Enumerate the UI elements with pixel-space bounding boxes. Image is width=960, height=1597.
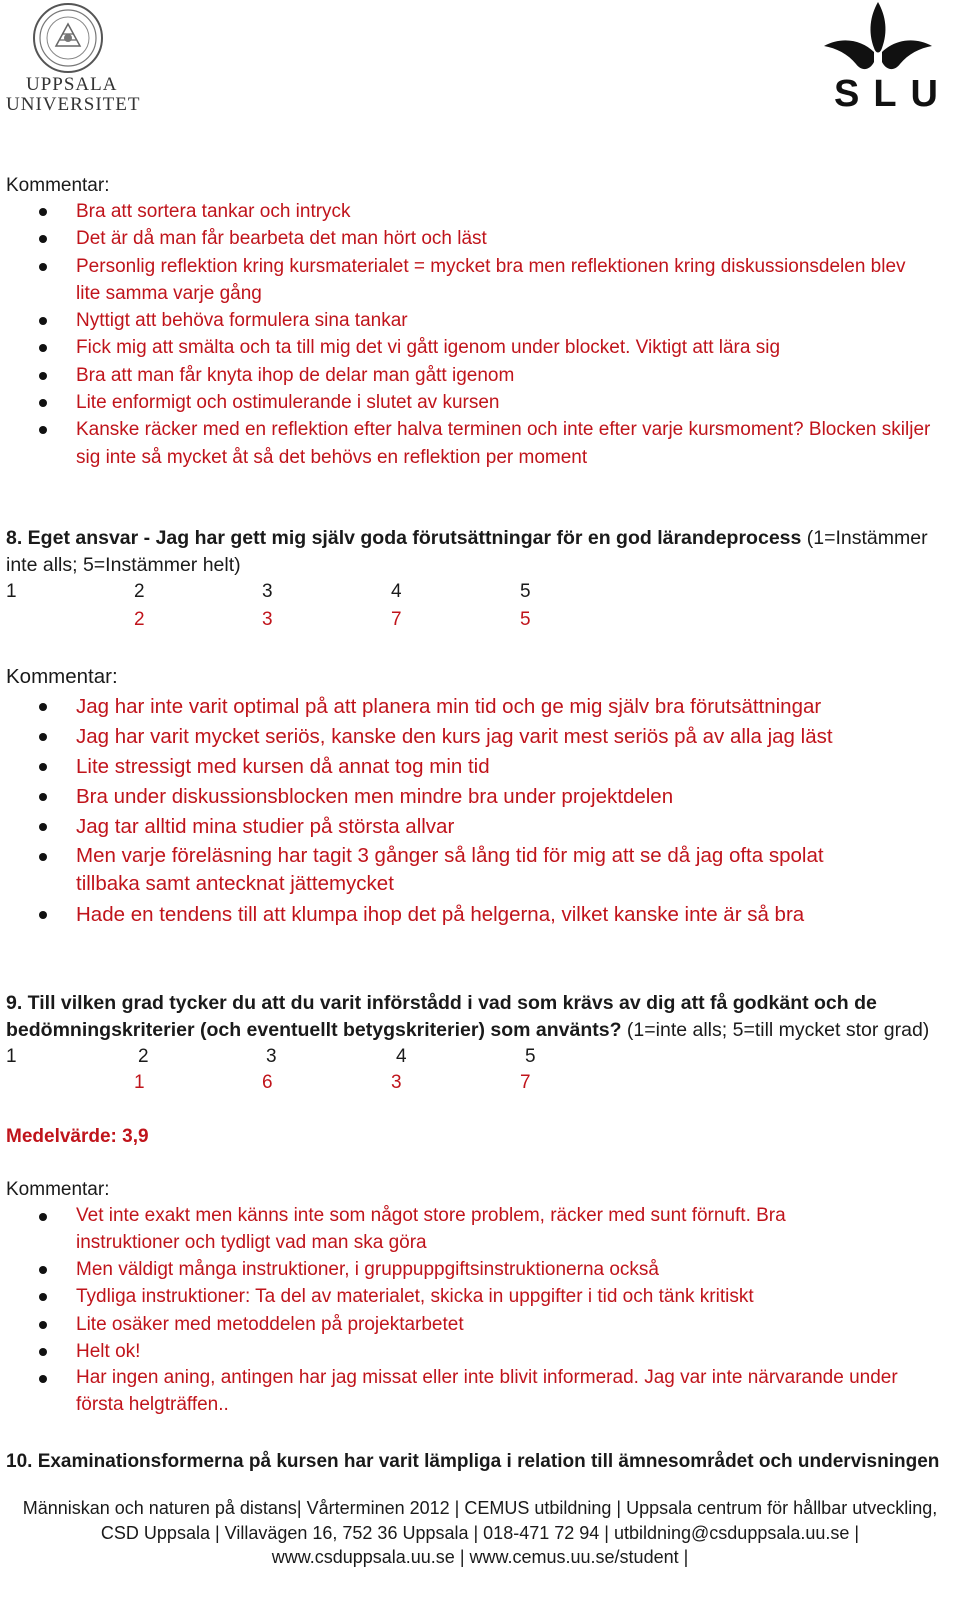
- bullet-icon: [39, 911, 47, 919]
- bullet-icon: [39, 1375, 47, 1383]
- footer-line-2: CSD Uppsala | Villavägen 16, 752 36 Uppsala | 018-471 72 94 | utbildning@csduppsala.uu.se |: [100, 1522, 860, 1543]
- list-item: Det är då man får bearbeta det man hört och läst: [0, 225, 960, 252]
- list-item: Bra under diskussionsblocken men mindre bra under projektdelen: [0, 782, 960, 812]
- bullet-icon: [39, 317, 47, 325]
- scale-label: 2: [138, 1046, 149, 1067]
- uu-wordmark-line1: UPPSALA: [26, 74, 118, 95]
- slu-leaf-icon: [822, 0, 934, 78]
- count-value: 2: [134, 609, 145, 630]
- footer-line-3: www.csduppsala.uu.se | www.cemus.uu.se/student |: [271, 1547, 689, 1567]
- bullet-icon: [39, 372, 47, 380]
- bullet-icon: [39, 1293, 47, 1301]
- list-item: Men varje föreläsning har tagit 3 gånger så lång tid för mig att se då jag ofta spolat tillbaka samt antecknat jättemycket: [0, 842, 876, 900]
- slu-wordmark: SLU: [834, 73, 952, 115]
- uu-wordmark-line2: UNIVERSITET: [6, 94, 141, 115]
- list-item: Har ingen aning, antingen har jag missat eller inte blivit informerad. Jag var inte närvarande under första helgträffen..: [0, 1365, 946, 1418]
- bullet-icon: [39, 235, 47, 243]
- list-item: Men väldigt många instruktioner, i gruppuppgiftsinstruktionerna också: [0, 1256, 960, 1283]
- list-item: Personlig reflektion kring kursmaterialet = mycket bra men reflektionen kring diskussionsdelen blev lite samma varje gång: [0, 253, 921, 308]
- list-item: Jag tar alltid mina studier på största allvar: [0, 812, 960, 842]
- bullet-icon: [39, 793, 47, 801]
- q8-title: [6, 525, 946, 579]
- scale-label: 5: [520, 581, 531, 602]
- list-item: Lite osäker med metoddelen på projektarbetet: [0, 1311, 960, 1338]
- bullet-icon: [39, 208, 47, 216]
- list-item: Lite stressigt med kursen då annat tog min tid: [0, 752, 960, 782]
- scale-label: 3: [262, 581, 273, 602]
- page-footer: [0, 1496, 960, 1570]
- list-item: Nyttigt att behöva formulera sina tankar: [0, 307, 960, 334]
- bullet-icon: [39, 263, 47, 271]
- list-item: Vet inte exakt men känns inte som något store problem, räcker med sunt förnuft. Bra instruktioner och tydligt vad man ska göra: [0, 1203, 846, 1256]
- bullet-icon: [39, 1266, 47, 1274]
- uppsala-seal-icon: [32, 2, 104, 74]
- bullet-icon: [39, 426, 47, 434]
- list-item: Fick mig att smälta och ta till mig det vi gått igenom under blocket. Viktigt att lära sig: [0, 334, 960, 361]
- q9-comment-label: Kommentar:: [6, 1179, 110, 1200]
- scale-label: 5: [525, 1046, 536, 1067]
- list-item: Jag har varit mycket seriös, kanske den kurs jag varit mest seriös på av alla jag läst: [0, 722, 960, 752]
- count-value: 3: [262, 609, 273, 630]
- scale-label: 1: [6, 1046, 17, 1067]
- list-item: Bra att sortera tankar och intryck: [0, 198, 960, 225]
- uppsala-logo: [6, 2, 141, 115]
- scale-label: 4: [396, 1046, 407, 1067]
- bullet-icon: [39, 703, 47, 711]
- block1-comment-label: Kommentar:: [6, 175, 110, 196]
- slu-logo: [822, 0, 952, 116]
- footer-line-1: Människan och naturen på distans| Vårterminen 2012 | CEMUS utbildning | Uppsala centrum för hållbar utveckling,: [22, 1498, 938, 1518]
- q9-mean-value: Medelvärde: 3,9: [6, 1126, 149, 1147]
- bullet-icon: [39, 853, 47, 861]
- bullet-icon: [39, 1348, 47, 1356]
- q8-title-bold: 8. Eget ansvar - Jag har gett mig själv goda förutsättningar för en god lärandeprocess: [6, 527, 802, 549]
- q8-scale-row: [0, 578, 600, 605]
- list-item: Helt ok!: [0, 1338, 960, 1365]
- scale-label: 4: [391, 581, 402, 602]
- bullet-icon: [39, 763, 47, 771]
- q8-comment-label: Kommentar:: [6, 665, 118, 688]
- bullet-icon: [39, 733, 47, 741]
- q8-counts-row: [0, 606, 600, 633]
- list-item: Lite enformigt och ostimulerande i slutet av kursen: [0, 389, 960, 416]
- bullet-icon: [39, 1213, 47, 1221]
- q9-title: [6, 990, 946, 1044]
- q10-title: 10. Examinationsformerna på kursen har varit lämpliga i relation till ämnesområdet och undervisningen: [6, 1451, 940, 1472]
- block1-comment-list: [0, 198, 960, 471]
- q9-scale-row: [0, 1043, 600, 1070]
- count-value: 5: [520, 609, 531, 630]
- q9-counts-row: [0, 1069, 600, 1096]
- bullet-icon: [39, 399, 47, 407]
- scale-label: 1: [6, 581, 17, 602]
- q8-comment-list: [0, 692, 960, 930]
- list-item: Hade en tendens till att klumpa ihop det på helgerna, vilket kanske inte är så bra: [0, 900, 960, 930]
- list-item: Jag har inte varit optimal på att planera min tid och ge mig själv bra förutsättningar: [0, 692, 960, 722]
- q9-title-scale: (1=inte alls; 5=till mycket stor grad): [621, 1019, 930, 1041]
- count-value: 1: [134, 1072, 145, 1093]
- bullet-icon: [39, 344, 47, 352]
- list-item: Tydliga instruktioner: Ta del av materialet, skicka in uppgifter i tid och tänk kritiskt: [0, 1283, 960, 1310]
- count-value: 6: [262, 1072, 273, 1093]
- list-item: Kanske räcker med en reflektion efter halva terminen och inte efter varje kursmoment? Blocken skiljer sig inte så mycket åt så det behövs en reflektion per moment: [0, 416, 936, 471]
- count-value: 3: [391, 1072, 402, 1093]
- scale-label: 2: [134, 581, 145, 602]
- count-value: 7: [391, 609, 402, 630]
- list-item: Bra att man får knyta ihop de delar man gått igenom: [0, 362, 960, 389]
- q9-title-bold: 9. Till vilken grad tycker du att du varit införstådd i vad som krävs av dig att få godkänt och de bedömningskriterier (och eventuellt betygskriterier) som använts?: [6, 992, 877, 1041]
- bullet-icon: [39, 823, 47, 831]
- bullet-icon: [39, 1321, 47, 1329]
- q9-comment-list: [0, 1203, 960, 1418]
- scale-label: 3: [266, 1046, 277, 1067]
- q8-title-scale: (1=Instämmer inte alls; 5=Instämmer helt): [6, 527, 928, 576]
- count-value: 7: [520, 1072, 531, 1093]
